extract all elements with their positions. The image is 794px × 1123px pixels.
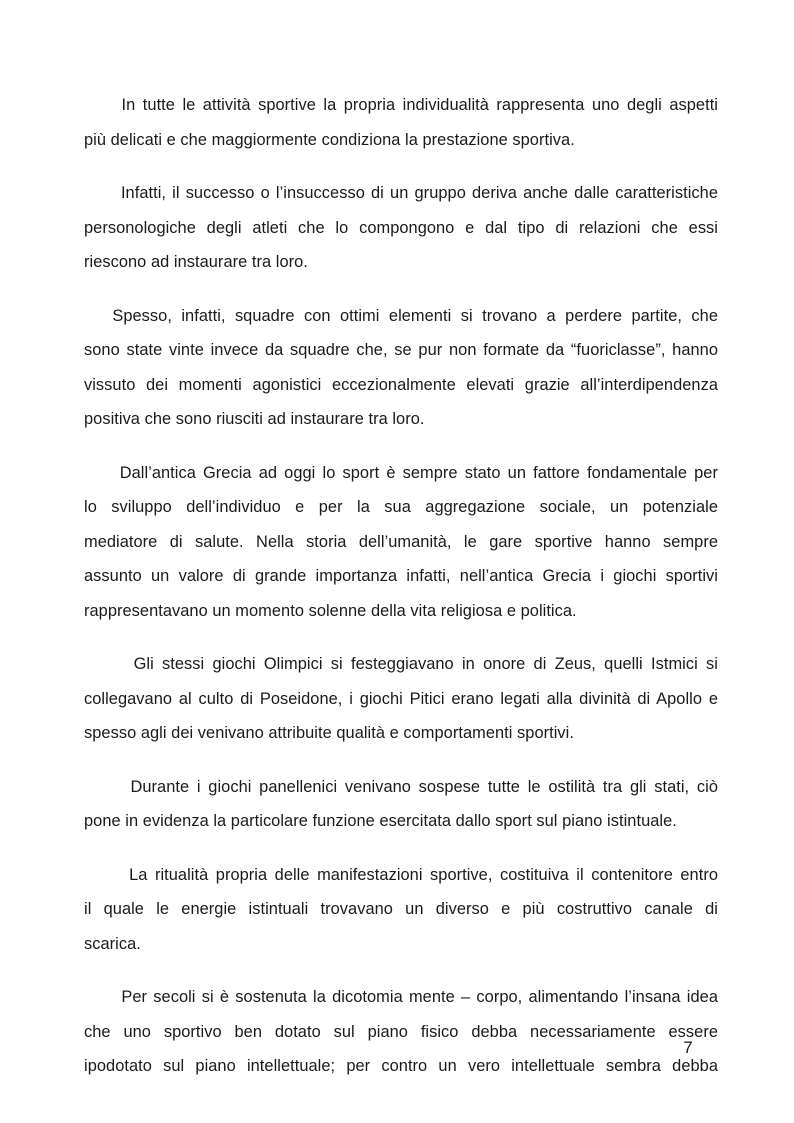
paragraph-4 xyxy=(84,456,718,629)
text-line: il quale le energie istintuali trovavano un diverso e più costruttivo canale di xyxy=(84,900,718,918)
text-line: lo sviluppo dell’individuo e per la sua aggregazione sociale, un potenziale xyxy=(84,498,718,516)
text-line: Dall’antica Grecia ad oggi lo sport è sempre stato un fattore fondamentale per xyxy=(84,463,718,482)
paragraph-8 xyxy=(84,980,718,1084)
text-line: riescono ad instaurare tra loro. xyxy=(84,253,308,271)
text-line: sono state vinte invece da squadre che, se pur non formate da “fuoriclasse”, hanno xyxy=(84,341,718,359)
paragraph-6 xyxy=(84,770,718,839)
text-line: vissuto dei momenti agonistici eccezionalmente elevati grazie all’interdipendenza xyxy=(84,375,718,394)
text-line: La ritualità propria delle manifestazioni sportive, costituiva il contenitore entro xyxy=(84,865,718,884)
text-line: mediatore di salute. Nella storia dell’umanità, le gare sportive hanno sempre xyxy=(84,532,718,551)
text-line: pone in evidenza la particolare funzione esercitata dallo sport sul piano istintuale. xyxy=(84,812,677,830)
paragraph-5 xyxy=(84,647,718,751)
text-line: In tutte le attività sportive la propria individualità rappresenta uno degli aspetti xyxy=(84,96,718,114)
text-line: Gli stessi giochi Olimpici si festeggiavano in onore di Zeus, quelli Istmici si xyxy=(84,655,718,673)
text-line: che uno sportivo ben dotato sul piano fisico debba necessariamente essere xyxy=(84,1022,718,1041)
text-line: assunto un valore di grande importanza infatti, nell’antica Grecia i giochi sportivi xyxy=(84,567,718,585)
text-line: spesso agli dei venivano attribuite qualità e comportamenti sportivi. xyxy=(84,724,574,742)
text-line: Durante i giochi panellenici venivano sospese tutte le ostilità tra gli stati, ciò xyxy=(84,777,718,796)
text-line: Infatti, il successo o l’insuccesso di un gruppo deriva anche dalle caratteristiche xyxy=(84,184,718,202)
page-number: 7 xyxy=(683,1038,693,1057)
paragraph-3 xyxy=(84,299,718,437)
paragraph-2 xyxy=(84,176,718,280)
paragraph-7 xyxy=(84,858,718,962)
text-line: scarica. xyxy=(84,934,141,953)
text-line: ipodotato sul piano intellettuale; per contro un vero intellettuale sembra debba xyxy=(84,1057,718,1075)
text-line: più delicati e che maggiormente condiziona la prestazione sportiva. xyxy=(84,130,575,149)
text-line: collegavano al culto di Poseidone, i giochi Pitici erano legati alla divinità di Apollo e xyxy=(84,689,718,708)
text-line: positiva che sono riusciti ad instaurare tra loro. xyxy=(84,410,425,428)
text-line: rappresentavano un momento solenne della vita religiosa e politica. xyxy=(84,601,577,620)
document-page xyxy=(84,88,718,1103)
text-line: personologiche degli atleti che lo compongono e dal tipo di relazioni che essi xyxy=(84,218,718,237)
text-line: Per secoli si è sostenuta la dicotomia mente – corpo, alimentando l’insana idea xyxy=(84,988,718,1006)
text-line: Spesso, infatti, squadre con ottimi elementi si trovano a perdere partite, che xyxy=(84,306,718,325)
paragraph-1 xyxy=(84,88,718,157)
